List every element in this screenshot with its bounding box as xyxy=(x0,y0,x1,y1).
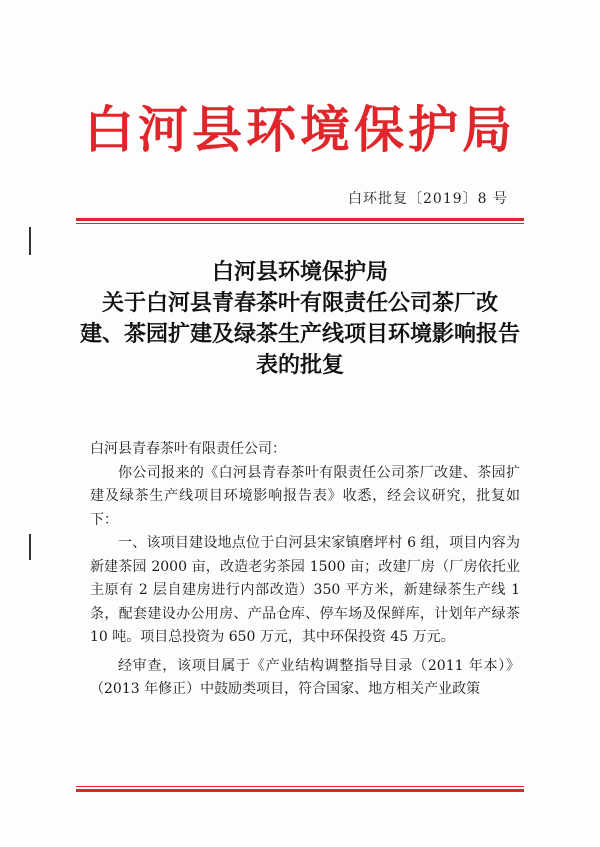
document-title xyxy=(76,257,524,381)
footer-red-rule-thick xyxy=(76,789,524,792)
binding-margin-mark xyxy=(29,534,31,560)
body-paragraph: 经审查，该项目属于《产业结构调整指导目录（2011 年本）》（2013 年修正）中鼓励类项目，符合国家、地方相关产业政策 xyxy=(90,657,520,697)
letterhead-red-rule-thick xyxy=(76,218,524,221)
footer-red-rule-thin xyxy=(76,786,524,787)
agency-letterhead-title: 白河县环境保护局 xyxy=(84,101,516,159)
document-body xyxy=(90,438,520,702)
body-paragraph: 你公司报来的《白河县青春茶叶有限责任公司茶厂改建、茶园扩建及绿茶生产线项目环境影响报告表》收悉，经会议研究，批复如下： xyxy=(90,464,520,528)
title-line: 建、茶园扩建及绿茶生产线项目环境影响报告 xyxy=(79,322,520,347)
letterhead-red-rule-thin xyxy=(76,223,524,224)
title-line: 表的批复 xyxy=(255,353,344,378)
document-number: 白环批复〔2019〕8 号 xyxy=(348,191,508,207)
title-line: 关于白河县青春茶叶有限责任公司茶厂改 xyxy=(101,291,498,316)
binding-margin-mark xyxy=(29,227,31,255)
salutation: 白河县青春茶叶有限责任公司： xyxy=(90,441,286,457)
body-paragraph: 一、该项目建设地点位于白河县宋家镇磨坪村 6 组，项目内容为新建茶园 2000 亩，改造老劣茶园 1500 亩；改建厂房（厂房依托业主原有 2 层自建房进行内部改造）350 平方米，新建绿茶生产线 1 条，配套建设办公用房、产品仓库、停车场及保鲜库，计划年产绿茶 10 吨。项目总投资为 650 万元，其中环保投资 45 万元。 xyxy=(90,535,520,645)
title-line: 白河县环境保护局 xyxy=(211,260,388,285)
